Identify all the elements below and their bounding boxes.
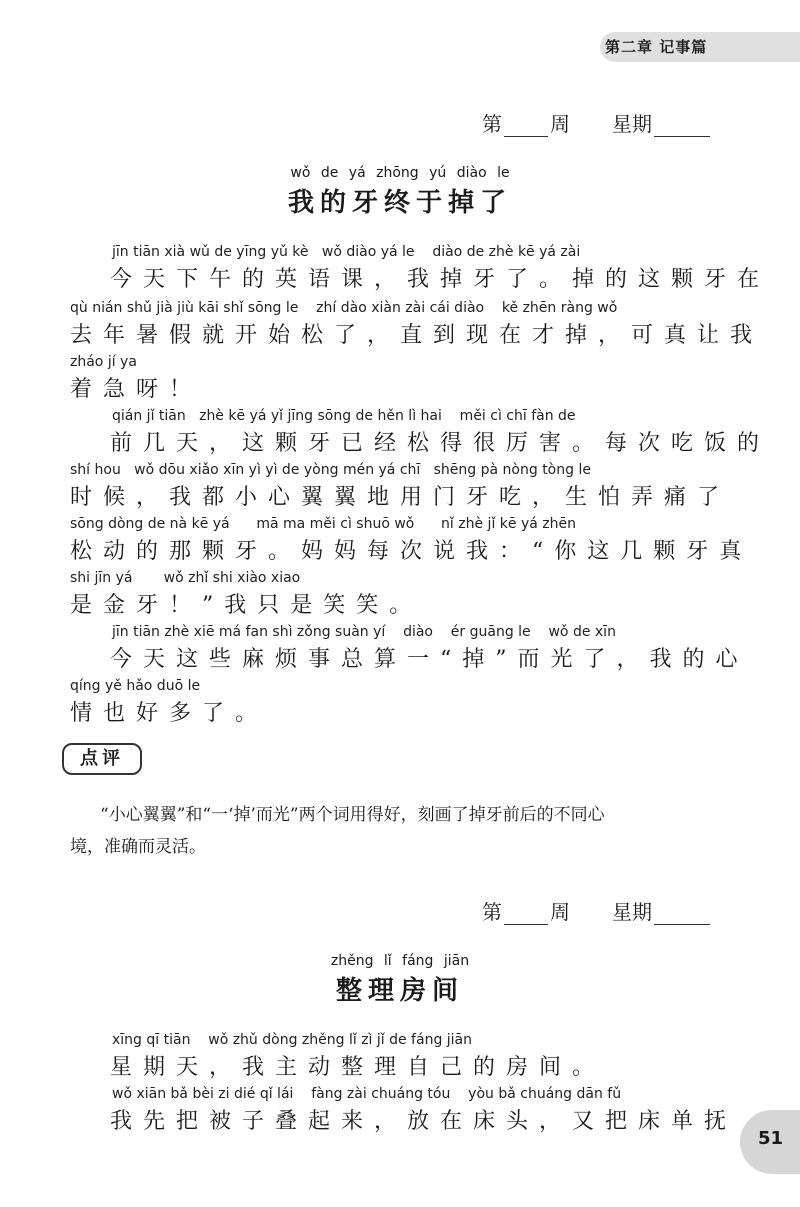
title-pinyin: wǒ de yá zhōng yú diào le <box>290 165 510 181</box>
weekday-label: 星期 <box>612 900 652 924</box>
week-prefix: 第 <box>482 900 502 924</box>
pinyin-line: jīn tiān zhè xiē má fan shì zǒng suàn yí diào ér guāng le wǒ de xīn <box>112 624 616 640</box>
weekday-blank <box>654 906 710 925</box>
text-line: 情也好多了。 <box>70 701 269 726</box>
review-text-line: “小心翼翼”和“一‘掉’而光”两个词用得好，刻画了掉牙前后的不同心 <box>100 805 605 825</box>
week-prefix: 第 <box>482 112 502 136</box>
dateline <box>482 108 710 137</box>
text-line: 星期天，我主动整理自己的房间。 <box>110 1055 606 1080</box>
pinyin-line: sōng dòng de nà kē yá mā ma měi cì shuō wǒ nǐ zhè jǐ kē yá zhēn <box>70 516 576 532</box>
page-title: 整理房间 <box>335 976 464 1006</box>
text-line: 今天这些麻烦事总算一“掉”而光了，我的心 <box>110 647 749 672</box>
review-badge: 点评 <box>62 743 142 775</box>
weekday-label: 星期 <box>612 112 652 136</box>
page-number: 51 <box>758 1128 784 1149</box>
text-line: 去年暑假就开始松了，直到现在才掉，可真让我 <box>70 323 764 348</box>
dateline <box>482 896 710 925</box>
weekday-blank <box>654 118 710 137</box>
pinyin-line: jīn tiān xià wǔ de yīng yǔ kè wǒ diào yá le diào de zhè kē yá zài <box>112 244 581 260</box>
week-suffix: 周 <box>550 112 570 136</box>
title-pinyin: zhěng lǐ fáng jiān <box>330 953 470 969</box>
text-line: 我先把被子叠起来，放在床头，又把床单抚 <box>110 1109 738 1134</box>
pinyin-line: qù nián shǔ jià jiù kāi shǐ sōng le zhí dào xiàn zài cái diào kě zhēn ràng wǒ <box>70 300 618 316</box>
pinyin-line: wǒ xiān bǎ bèi zi dié qǐ lái fàng zài chuáng tóu yòu bǎ chuáng dān fǔ <box>112 1086 622 1102</box>
text-line: 前几天，这颗牙已经松得很厉害。每次吃饭的 <box>110 431 771 456</box>
chapter-title: 第二章 记事篇 <box>605 38 708 56</box>
week-suffix: 周 <box>550 900 570 924</box>
text-line: 今天下午的英语课，我掉牙了。掉的这颗牙在 <box>110 267 771 292</box>
pinyin-line: shí hou wǒ dōu xiǎo xīn yì yì de yòng mén yá chī shēng pà nòng tòng le <box>70 462 591 478</box>
pinyin-line: shi jīn yá wǒ zhǐ shi xiào xiao <box>70 570 301 586</box>
text-line: 松动的那颗牙。妈妈每次说我：“你这几颗牙真 <box>70 539 753 564</box>
week-blank <box>504 906 548 925</box>
page-title: 我的牙终于掉了 <box>287 188 512 218</box>
pinyin-line: xīng qī tiān wǒ zhǔ dòng zhěng lǐ zì jǐ de fáng jiān <box>112 1032 473 1048</box>
pinyin-line: qíng yě hǎo duō le <box>70 678 201 694</box>
text-line: 着急呀！ <box>70 377 203 402</box>
review-text-line: 境，准确而灵活。 <box>70 837 206 857</box>
text-line: 是金牙！”我只是笑笑。 <box>70 593 423 618</box>
pinyin-line: qián jǐ tiān zhè kē yá yǐ jīng sōng de hěn lì hai měi cì chī fàn de <box>112 408 576 424</box>
text-line: 时候，我都小心翼翼地用门牙吃，生怕弄痛了 <box>70 485 731 510</box>
week-blank <box>504 118 548 137</box>
pinyin-line: zháo jí ya <box>70 354 137 370</box>
